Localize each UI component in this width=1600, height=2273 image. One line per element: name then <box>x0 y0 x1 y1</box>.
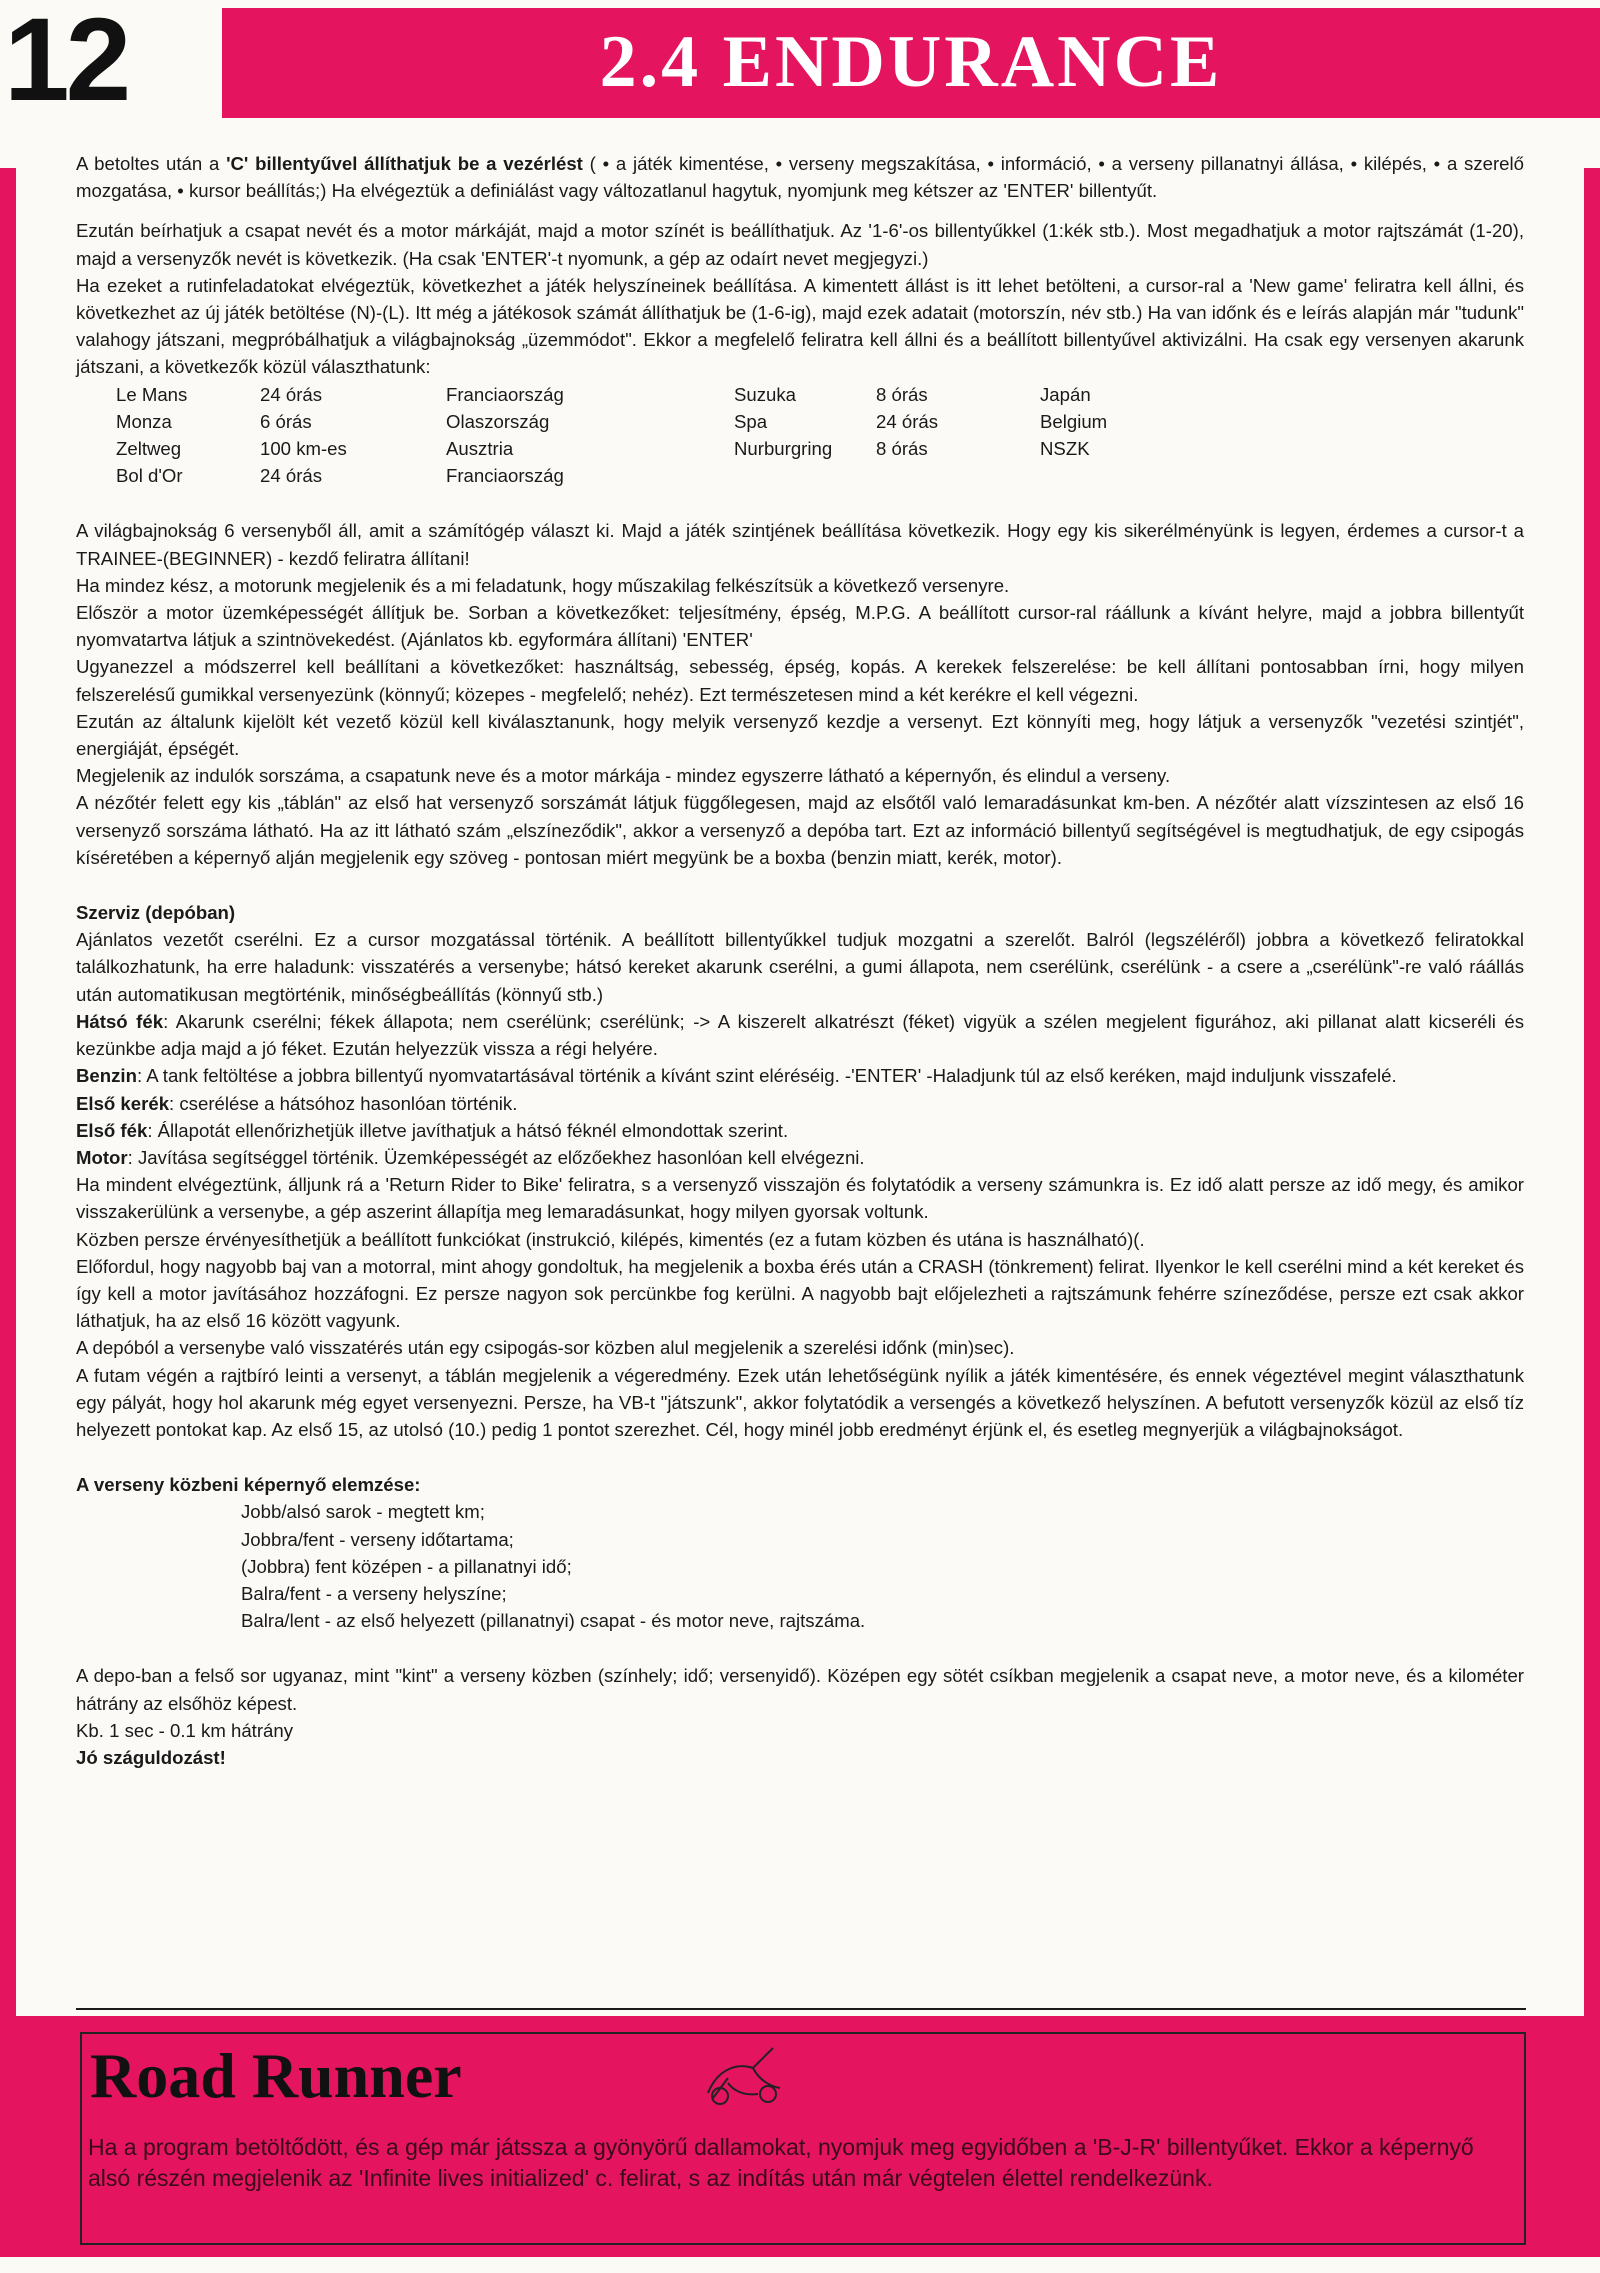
article-body <box>76 150 1524 1771</box>
rider-logo-icon <box>698 2038 788 2108</box>
crash-paragraph: Előfordul, hogy nagyobb baj van a motorral, mint ahogy gondoltuk, ha megjelenik a boxba érés után a CRASH (tönkrement) felirat. Ilyenkor le kell cserélni mind a két kereket és így kell a motor javításához hozzáfogni. Ez persze nagyon sok percünkbe fog kerülni. A nagyobb bajt előjelezheti a rajtszámunk fehérre színeződése, persze ezt csak akkor láthatjuk, ha az első 16 között vagyunk. <box>76 1255 1524 1332</box>
right-accent-bar <box>1584 168 1600 2028</box>
location-setup-paragraph: Ha ezeket a rutinfeladatokat elvégeztük, következhet a játék helyszíneinek beállítása. A kimentett állást is itt lehet betölteni, a cursor-ral a 'New game' feliratra kell állni, és következhet az új játék betöltése (N)-(L). Itt még a játékosok számát állíthatjuk be (1-6-ig), majd ezek adatait (motorszín, név stb.) Ha van időnk és e leírás alapján már "tudunk" valahogy játszani, megpróbálhatjuk a világbajnokság „üzemmódot". Ekkor a megfelelő feliratra kell állni és a beállított billentyűvel aktivizálni. Ha csak egy versenyen akarunk játszani, a következők közül választhatunk: <box>76 274 1524 378</box>
track-country: NSZK <box>1040 438 1090 460</box>
track-name: Zeltweg <box>116 438 182 460</box>
track-name: Monza <box>116 410 172 432</box>
track-name: Nurburgring <box>734 438 833 460</box>
list-item: Balra/fent - a verseny helyszíne; <box>241 1582 507 1604</box>
screen-items-list <box>241 1498 1524 1634</box>
track-duration: 24 órás <box>260 465 323 487</box>
fuel-label: Benzin <box>76 1065 137 1087</box>
track-duration: 24 órás <box>260 383 323 405</box>
track-name: Suzuka <box>734 383 797 405</box>
front-brake-paragraph <box>76 1117 1524 1144</box>
race-end-paragraph: A futam végén a rajtbíró leinti a versenyt, a táblán megjelenik a végeredmény. Ezek után lehetőségünk nyílik a játék kimentésére, és ennek végeztével megint választhatunk egy pályát, hogy hol akarunk még egyet versenyezni. Persze, ha VB-t "játszunk", akkor folytatódik a versengés a következő helyszínen. A befutott versenyzők közül az első tíz helyezett pontokat kap. Az első 15, az utolsó (10.) pedig 1 pontot szerezhet. Cél, hogy minél jobb eredményt érjünk el, és esetleg megnyerjük a világbajnokságot. <box>76 1364 1524 1440</box>
track-name <box>734 462 876 489</box>
track-name: Bol d'Or <box>116 465 183 487</box>
intro-text-a: A betoltes után a <box>76 153 227 174</box>
team-setup-paragraph: Ezután beírhatjuk a csapat nevét és a motor márkáját, majd a motor színét is beállíthatjuk. Az '1-6'-os billentyűkkel (1:kék stb.). Most megadhatjuk a motor rajtszámát (1-20), majd a versenyzők nevét is következik. (Ha csak 'ENTER'-t nyomunk, a gép az odaírt nevet megjegyzi.) <box>76 220 1524 269</box>
rear-brake-label: Hátsó fék <box>76 1010 164 1032</box>
list-item: (Jobbra) fent középen - a pillanatnyi idő; <box>241 1555 572 1577</box>
fuel-paragraph <box>76 1062 1524 1089</box>
table-row <box>116 462 1107 489</box>
engine-text: : Javítása segítséggel történik. Üzemképességét az előzőekhez hasonlóan kell elvégezni. <box>127 1146 865 1168</box>
track-duration <box>876 462 1040 489</box>
front-wheel-paragraph <box>76 1090 1524 1117</box>
track-name: Le Mans <box>116 383 188 405</box>
track-country: Olaszország <box>446 410 550 432</box>
closing-line: Jó száguldozást! <box>76 1746 226 1768</box>
list-item: Balra/lent - az első helyezett (pillanatnyi) csapat - és motor neve, rajtszáma. <box>241 1610 866 1632</box>
track-duration: 24 órás <box>876 410 939 432</box>
bike-ready-paragraph: Ha mindez kész, a motorunk megjelenik és a mi feladatunk, hogy műszakilag felkészítsük a következő versenyre. <box>76 574 1010 596</box>
bike-condition-paragraph: Először a motor üzemképességét állítjuk be. Sorban a következőket: teljesítmény, épség, M.P.G. A beállított cursor-ral ráállunk a kívánt helyre, majd a jobbra billentyűt nyomvatartva látjuk a szintnövekedést. (Ajánlatos kb. egyformára állítani) 'ENTER' <box>76 602 1524 651</box>
rear-brake-paragraph <box>76 1008 1524 1062</box>
page-number: 12 <box>4 0 128 126</box>
road-runner-title: Road Runner <box>90 2040 462 2111</box>
scoreboard-paragraph: A nézőtér felett egy kis „táblán" az első hat versenyző sorszámát látjuk függőlegesen, majd az elsőtől való lemaradásunkat km-ben. A nézőtér alatt vízszintesen az első 16 versenyző sorszáma látható. Ha az itt látható szám „elszíneződik", akkor a versenyző a depóba tart. Ezt az információ billentyű segítségével is megtudhatjuk, de egy csipogás kíséretében a képernyő alján megjelenik egy szöveg - pontosan miért megyünk be a boxba (benzin miatt, kerék, motor). <box>76 792 1524 868</box>
front-brake-label: Első fék <box>76 1119 148 1141</box>
championship-paragraph: A világbajnokság 6 versenyből áll, amit a számítógép választ ki. Majd a játék szintjének beállítása következik. Hogy egy kis sikerélményünk is legyen, érdemes a cursor-t a TRAINEE-(BEGINNER) - kezdő feliratra állítani! <box>76 520 1524 569</box>
divider <box>76 2008 1526 2010</box>
track-country: Belgium <box>1040 410 1108 432</box>
track-duration: 8 órás <box>876 383 928 405</box>
road-runner-frame <box>80 2032 1526 2245</box>
lag-note: Kb. 1 sec - 0.1 km hátrány <box>76 1719 294 1741</box>
track-duration: 6 órás <box>260 410 312 432</box>
depot-return-paragraph: A depóból a versenybe való visszatérés után egy csipogás-sor közben alul megjelenik a szerelési időnk (min)sec). <box>76 1337 1015 1359</box>
service-paragraph: Ajánlatos vezetőt cserélni. Ez a cursor mozgatással történik. A beállított billentyűkkel tudjuk mozgatni a szerelőt. Balról (legszéléről) jobbra a következő feliratokkal találkozhatunk, ha erre haladunk: visszatérés a versenybe; hátsó kereket akarunk cserélni, a gumi állapota, nem cserélünk, cserélünk - a csere a „cserélünk"-re való ráállás után automatikusan megtörténik, minőségbeállítás (könnyű stb.) <box>76 929 1524 1005</box>
service-heading: Szerviz (depóban) <box>76 902 236 924</box>
intro-text-bold: 'C' billentyűvel állíthatjuk be a vezérlést <box>226 153 583 174</box>
list-item: Jobbra/fent - verseny időtartama; <box>241 1528 514 1550</box>
section-title: 2.4 ENDURANCE <box>599 21 1223 103</box>
rider-select-paragraph: Ezután az általunk kijelölt két vezető közül kell kiválasztanunk, hogy melyik versenyző kezdje a versenyt. Ezt könnyíti meg, hogy látjuk a versenyzők "vezetési szintjét", energiáját, épségét. <box>76 710 1524 760</box>
track-name: Spa <box>734 410 768 432</box>
section-header-band <box>222 8 1600 118</box>
track-duration: 100 km-es <box>260 438 347 460</box>
return-rider-paragraph: Ha mindent elvégeztünk, álljunk rá a 'Return Rider to Bike' feliratra, s a versenyző visszajön és folytatódik a verseny számunkra is. Ez idő alatt persze az idő megy, és amikor visszakerülünk a versenybe, a gép aszerint állapítja meg lemaradásunkat, hogy milyen gyorsak voltunk. <box>76 1174 1524 1223</box>
rear-brake-text: : Akarunk cserélni; fékek állapota; nem cserélünk; cserélünk; -> A kiszerelt alkatrészt (féket) vigyük a szélen megjelent figurához, aki pillanat alatt kicseréli és kezünkbe adja majd a jó féket. Ezután helyezzük vissza a régi helyére. <box>76 1010 1524 1060</box>
front-wheel-text: : cserélése a hátsóhoz hasonlóan történik. <box>169 1092 518 1114</box>
track-country: Japán <box>1040 383 1091 405</box>
list-item: Jobb/alsó sarok - megtett km; <box>241 1501 485 1523</box>
engine-paragraph <box>76 1144 1524 1171</box>
functions-paragraph: Közben persze érvényesíthetjük a beállított funkciókat (instrukció, kilépés, kimentés (ez a futam közben és utána is használható)(. <box>76 1228 1145 1250</box>
intro-paragraph <box>76 150 1524 204</box>
left-accent-bar <box>0 168 16 2028</box>
engine-label: Motor <box>76 1146 128 1168</box>
table-row <box>116 381 1107 408</box>
table-row <box>116 435 1107 462</box>
wheel-setup-paragraph: Ugyanezzel a módszerrel kell beállítani a következőket: használtság, sebesség, épség, kopás. A kerekek felszerelése: be kell állítani pontosabban írni, hogy milyen felszerelésű gumikkal versenyezünk (könnyű; közepes - megfelelő; nehéz). Ezt természetesen mind a két kerékre el kell végezni. <box>76 656 1524 705</box>
screen-heading: A verseny közbeni képernyő elemzése: <box>76 1474 421 1496</box>
road-runner-text: Ha a program betöltődött, és a gép már játssza a gyönyörű dallamokat, nyomjuk meg egyidőben a 'B-J-R' billentyűket. Ekkor a képernyő alsó részén megjelenik az 'Infinite lives initialized' c. felirat, s az indítás után már végtelen élettel rendelkezünk. <box>88 2134 1474 2191</box>
track-country: Franciaország <box>446 465 564 487</box>
intro-text-c: ( • a játék kimentése, • verseny megszakítása, • információ, • a verseny pillanatnyi állása, • kilépés, • a szerelő mozgatása, • kursor beállítás;) Ha elvégeztük a definiálást vagy változatlanul hagytuk, nyomjunk meg kétszer az 'ENTER' billentyűt. <box>76 153 1524 202</box>
front-brake-text: : Állapotát ellenőrizhetjük illetve javíthatjuk a hátsó féknél elmondottak szerint. <box>147 1119 789 1141</box>
race-start-paragraph: Megjelenik az indulók sorszáma, a csapatunk neve és a motor márkája - mindez egyszerre látható a képernyőn, és elindul a verseny. <box>76 765 1171 787</box>
track-country: Ausztria <box>446 438 514 460</box>
depot-screen-paragraph: A depo-ban a felső sor ugyanaz, mint "kint" a verseny közben (színhely; idő; versenyidő). Középen egy sötét csíkban megjelenik a csapat neve, a motor neve, és a kilométer hátrány az elsőhöz képest. <box>76 1665 1524 1714</box>
track-country <box>1040 462 1107 489</box>
fuel-text: : A tank feltöltése a jobbra billentyű nyomvatartásával történik a kívánt szint eléréséig. -'ENTER' -Haladjunk túl az első keréken, majd induljunk visszafelé. <box>136 1065 1397 1087</box>
track-country: Franciaország <box>446 383 564 405</box>
track-duration: 8 órás <box>876 438 928 460</box>
road-runner-box <box>0 2016 1600 2257</box>
track-table <box>116 381 1107 490</box>
front-wheel-label: Első kerék <box>76 1092 170 1114</box>
table-row <box>116 408 1107 435</box>
